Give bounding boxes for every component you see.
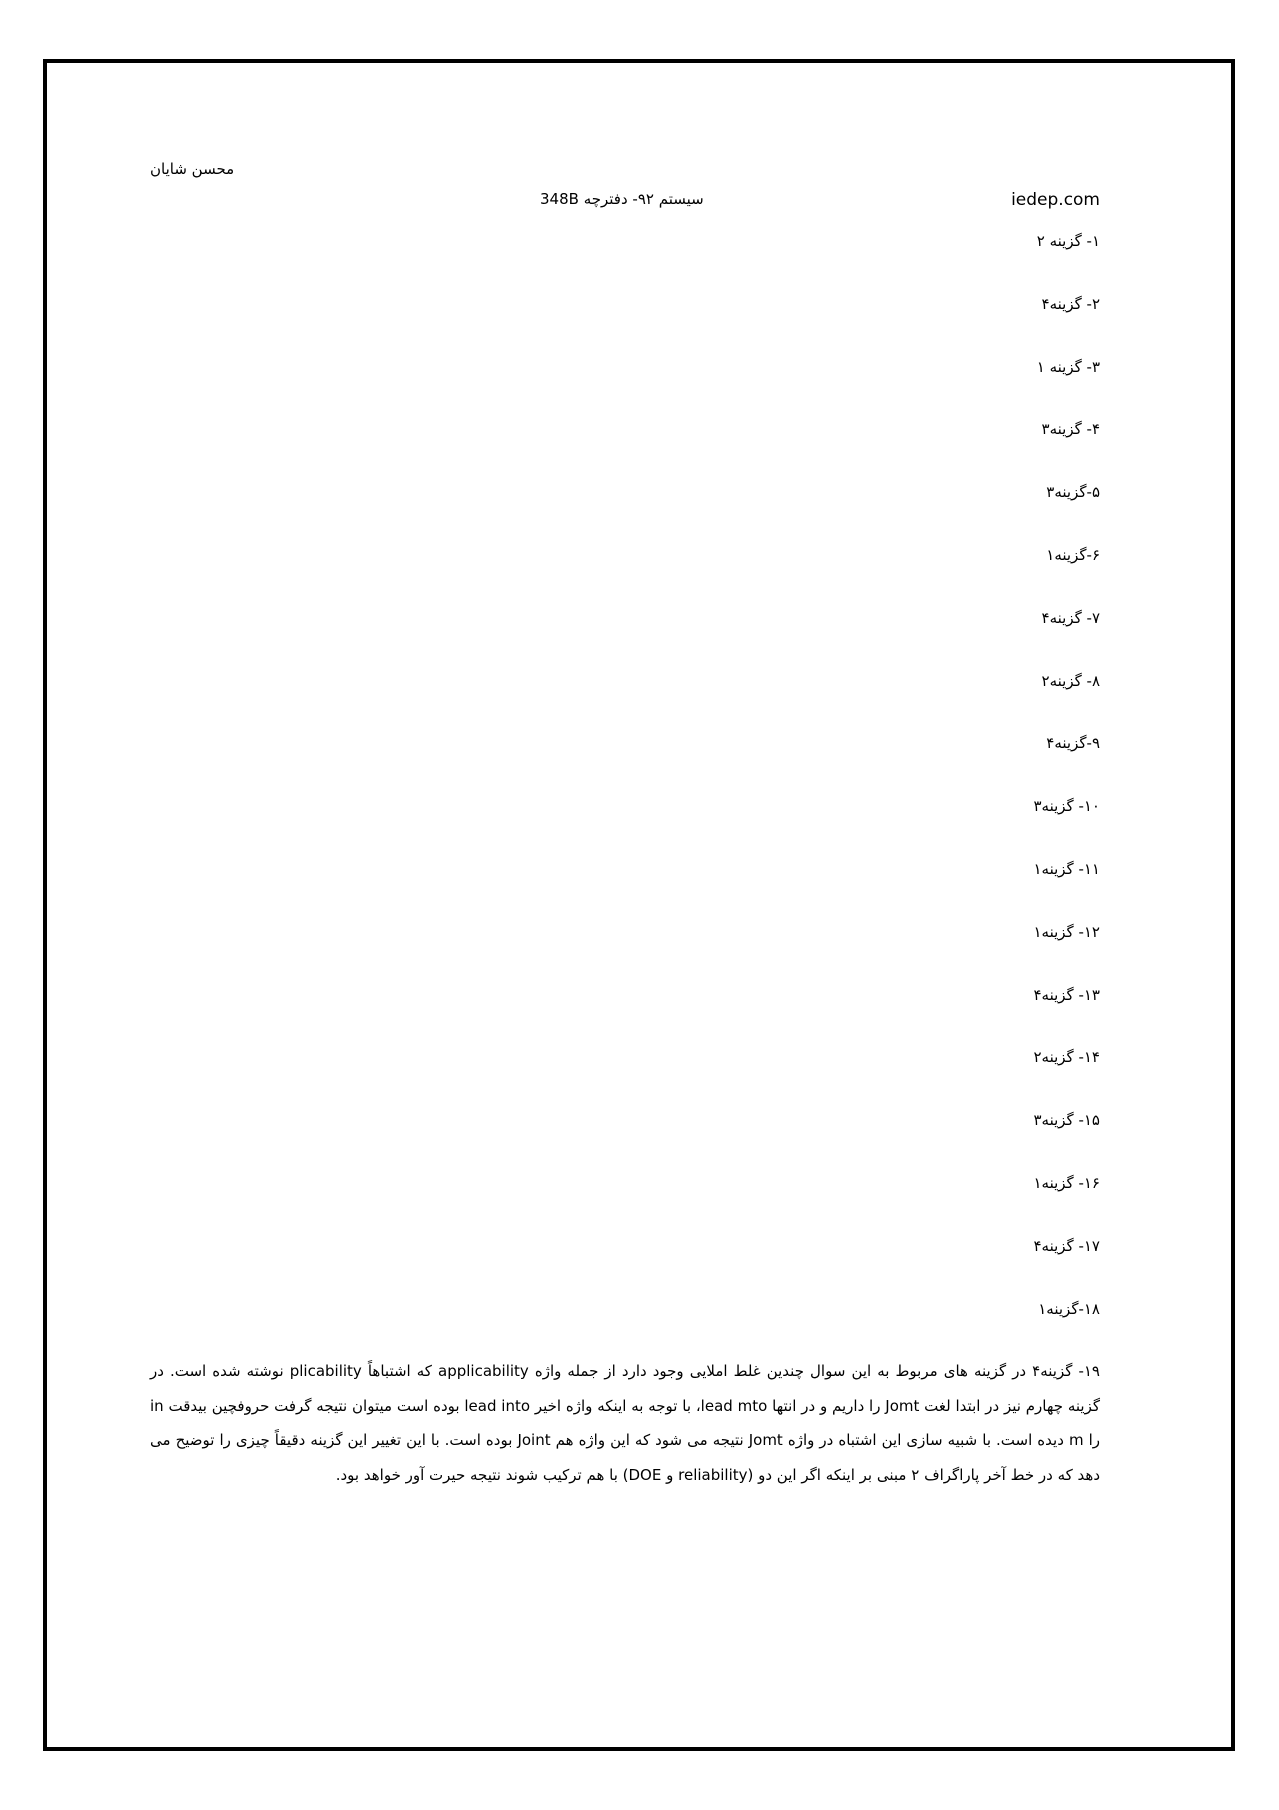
page-header	[150, 190, 1100, 216]
answer-item: ۱۲- گزینه۱	[1033, 922, 1100, 941]
answer-item: ۱۶- گزینه۱	[1033, 1173, 1100, 1192]
answer-item: ۳- گزینه ۱	[1036, 357, 1100, 376]
answer-19-explanation: ۱۹- گزینه۴ در گزینه های مربوط به این سوال چندین غلط املایی وجود دارد از جمله واژه applicability که اشتباهاً plicability نوشته شده است. در گزینه چهارم نیز در ابتدا لغت Jomt را داریم و در انتها lead mto، با توجه به اینکه واژه اخیر lead into بوده است میتوان نتیجه گرفت حروفچین بیدقت in را m دیده است. با شبیه سازی این اشتباه در واژه Jomt نتیجه می شود که این واژه هم Joint بوده است. با این تغییر این گزینه دقیقاً چیزی را توضیح می دهد که در خط آخر پاراگراف ۲ مبنی بر اینکه اگر این دو (reliability و DOE) با هم ترکیب شوند نتیجه حیرت آور خواهد بود.	[150, 1362, 1101, 1484]
answer-item: ۲- گزینه۴	[1041, 294, 1100, 313]
answer-list	[1033, 231, 1100, 1361]
answer-item: ۱۱- گزینه۱	[1033, 859, 1100, 878]
answer-item: ۱- گزینه ۲	[1036, 232, 1100, 250]
site-name: iedep.com	[1011, 190, 1100, 210]
answer-item: ۱۳- گزینه۴	[1033, 985, 1100, 1004]
author-name: محسن شایان	[150, 160, 235, 178]
answer-item: ۴- گزینه۳	[1041, 420, 1100, 439]
answer-item: ۹-گزینه۴	[1046, 734, 1100, 753]
answer-item: ۵-گزینه۳	[1046, 483, 1100, 502]
answer-item: ۱۷- گزینه۴	[1033, 1236, 1100, 1255]
answer-item: ۱۵- گزینه۳	[1033, 1111, 1100, 1130]
booklet-title: سیستم ۹۲- دفترچه 348B	[540, 190, 704, 208]
answer-item: ۱۸-گزینه۱	[1038, 1299, 1100, 1318]
answer-item: ۱۴- گزینه۲	[1033, 1048, 1100, 1067]
answer-item: ۸- گزینه۲	[1041, 671, 1100, 690]
answer-item: ۶-گزینه۱	[1046, 545, 1100, 564]
answer-item: ۱۰- گزینه۳	[1033, 797, 1100, 816]
answer-item: ۷- گزینه۴	[1041, 608, 1100, 627]
